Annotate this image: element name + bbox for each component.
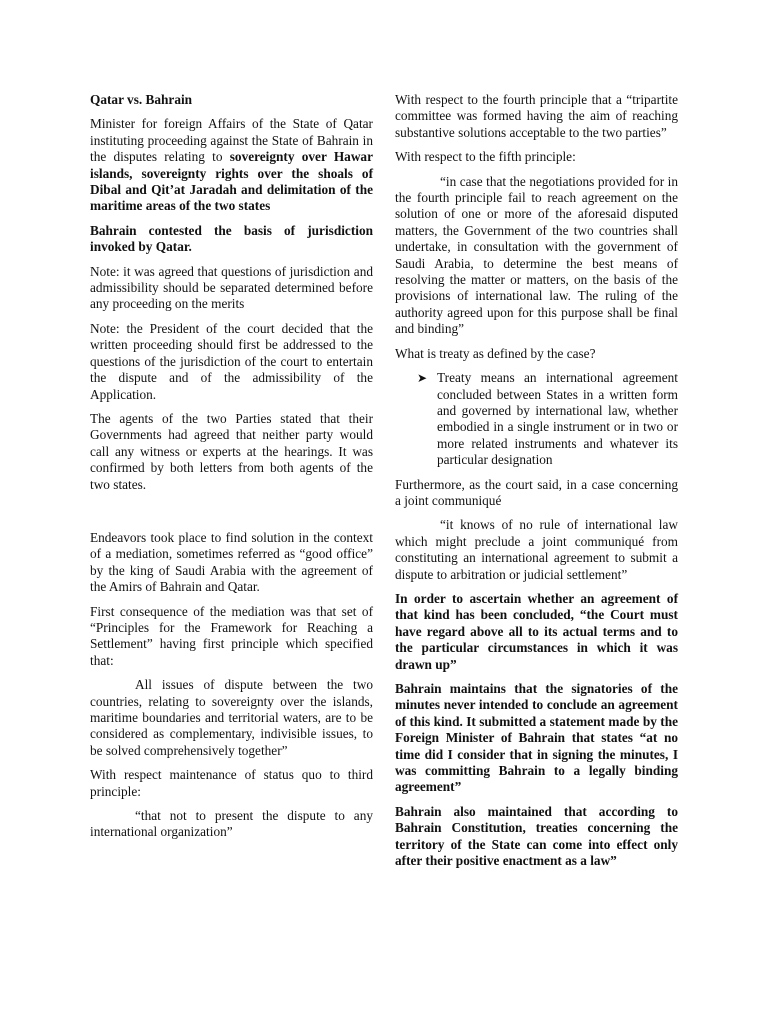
spacer [90, 501, 373, 530]
paragraph-third-principle: With respect maintenance of status quo to third principle: [90, 767, 373, 799]
left-column [90, 92, 373, 849]
paragraph-fifth-principle-quote: “in case that the negotiations provided for in the fourth principle fail to reach agreement on the solution of one or more of the aforesaid disputed matters, the Government of the two countries shall undertake, in consultation with the government of Saudi Arabia, to determine the best means of resolving the matter or matters, on the basis of the provisions of international law. The ruling of the authority agreed upon for this purpose shall be final and binding” [395, 173, 678, 337]
intro-text: Minister for foreign Affairs of the State of Qatar instituting proceeding against the State of Bahrain in the disputes relating to [90, 116, 373, 165]
treaty-definition-text: Treaty means an international agreement concluded between States in a written form and governed by international law, whether embodied in a single instrument or in two or more related instruments and whatever its particular designation [437, 370, 678, 468]
paragraph-ascertain: In order to ascertain whether an agreement of that kind has been concluded, “the Court must have regard above all to its actual terms and to the particular circumstances in which it was drawn up” [395, 590, 678, 672]
right-column [395, 92, 678, 877]
paragraph-note-1: Note: it was agreed that questions of jurisdiction and admissibility should be separated determined before any proceeding on the merits [90, 263, 373, 312]
paragraph-note-2: Note: the President of the court decided that the written proceeding should first be addressed to the questions of the jurisdiction of the court to entertain the dispute and of the admissibility of the Application. [90, 320, 373, 402]
treaty-definition-list [395, 370, 678, 468]
paragraph-first-principle-quote: All issues of dispute between the two countries, relating to sovereignty over the islands, maritime boundaries and territorial waters, are to be considered as complementary, indivisible issues, to be solved comprehensively together” [90, 677, 373, 758]
paragraph-joint-communique-quote: “it knows of no rule of international law which might preclude a joint communiqué from constituting an international agreement to submit a dispute to arbitration or judicial settlement” [395, 517, 678, 582]
paragraph-fifth-principle: With respect to the fifth principle: [395, 149, 576, 165]
paragraph-joint-communique: Furthermore, as the court said, in a case concerning a joint communiqué [395, 476, 678, 508]
paragraph-treaty-question: What is treaty as defined by the case? [395, 345, 596, 361]
paragraph-mediation: Endeavors took place to find solution in the context of a mediation, sometimes referred as “good office” by the king of Saudi Arabia with the agreement of the Amirs of Bahrain and Qatar. [90, 529, 373, 595]
paragraph-intro [90, 116, 373, 214]
intro-bold-text: sovereignty over Hawar islands, sovereignty rights over the shoals of Dibal and Qit’at Jaradah and delimitation of the maritime areas of the two states [90, 149, 373, 214]
paragraph-bahrain-constitution: Bahrain also maintained that according to Bahrain Constitution, treaties concerning the territory of the State can come into effect only after their positive enactment as a law” [395, 803, 678, 869]
paragraph-agents: The agents of the two Parties stated that their Governments had agreed that neither party would call any witness or experts at the hearings. It was confirmed by both letters from both agents of the two states. [90, 410, 373, 492]
paragraph-contest: Bahrain contested the basis of jurisdiction invoked by Qatar. [90, 222, 373, 255]
paragraph-fourth-principle: With respect to the fourth principle that a “tripartite committee was formed having the aim of reaching substantive solutions acceptable to the two parties” [395, 92, 678, 140]
arrow-bullet-icon: ➤ [417, 371, 428, 386]
paragraph-third-principle-quote: “that not to present the dispute to any international organization” [90, 808, 373, 840]
document-title: Qatar vs. Bahrain [90, 92, 193, 107]
list-item [417, 370, 678, 468]
paragraph-bahrain-maintains: Bahrain maintains that the signatories of the minutes never intended to conclude an agreement of this kind. It submitted a statement made by the Foreign Minister of Bahrain that states “at no time did I consider that in signing the minutes, I was committing Bahrain to a legally binding agreement” [395, 681, 678, 795]
paragraph-first-consequence: First consequence of the mediation was that set of “Principles for the Framework for Reaching a Settlement” having first principle which specified that: [90, 603, 373, 668]
